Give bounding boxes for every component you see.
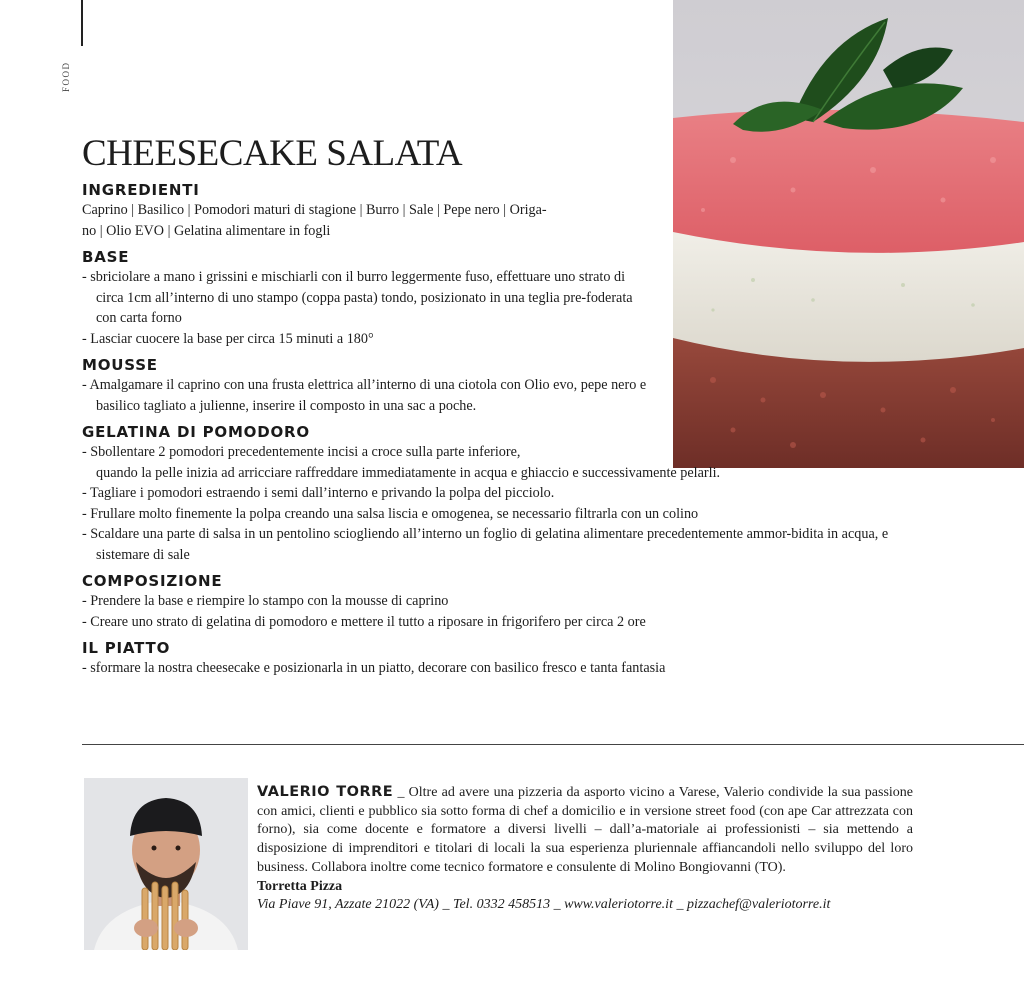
list-item: - sbriciolare a mano i grissini e mischiarli con il burro leggermente fuso, effettuare uno strato di circa 1cm all’interno di uno stampo (coppa pasta) tondo, posizionato in una teglia pre-foderata con carta forno [82, 269, 633, 326]
list-item: - Scaldare una parte di salsa in un pentolino sciogliendo all’interno un foglio di gelatina alimentare precedentemente ammor-bidita in acqua, e sistemare di sale [82, 526, 889, 563]
top-rule [81, 0, 83, 46]
mousse-heading: MOUSSE [82, 356, 158, 374]
gelatina-heading: GELATINA DI POMODORO [82, 423, 310, 441]
section-tag: FOOD [61, 61, 71, 92]
composizione-steps [82, 591, 842, 632]
list-item: - Sbollentare 2 pomodori precedentemente incisi a croce sulla parte inferiore, [82, 444, 521, 460]
author-bio-text: Oltre ad avere una pizzeria da asporto vicino a Varese, Valerio condivide la sua passione con amici, clienti e pubblico sia sotto forma di chef a domicilio e in versione street food (con ape Car attrezzata con forno), sia come docente e formatore a diversi livelli – dall’a-matoriale ai professionisti – sia mettendo a disposizione di imprenditori e titolari di locali la sua esperienza pluriennale affiancandoli nello sviluppo del loro business. Collabora inoltre come tecnico formatore e consulente di Molino Bongiovanni (TO). [257, 785, 914, 875]
business-address: Via Piave 91, Azzate 21022 (VA) _ Tel. 0332 458513 _ www.valeriotorre.it _ pizzachef@valeriotorre.it [257, 897, 831, 913]
business-name: Torretta Pizza [257, 878, 343, 894]
author-bio [257, 783, 913, 915]
list-item: - Amalgamare il caprino con una frusta elettrica all’interno di una ciotola con Olio evo, pepe nero e basilico tagliato a julienne, inserire il composto in una sac a poche. [82, 377, 647, 414]
author-portrait [84, 778, 248, 950]
recipe-body [82, 180, 932, 685]
ingredients-line: no | Olio EVO | Gelatina alimentare in fogli [82, 222, 331, 239]
gelatina-steps [82, 442, 889, 565]
author-name: VALERIO TORRE [257, 784, 394, 800]
ingredients-list [82, 200, 648, 241]
base-steps [82, 267, 648, 349]
recipe-title: CHEESECAKE SALATA [82, 133, 463, 174]
composizione-heading: COMPOSIZIONE [82, 572, 223, 590]
list-item: - Tagliare i pomodori estraendo i semi dall’interno e privando la polpa del picciolo. [82, 485, 555, 501]
ingredients-heading: INGREDIENTI [82, 181, 200, 199]
author-illustration [84, 778, 248, 950]
mousse-steps [82, 375, 648, 416]
list-item: - Lasciar cuocere la base per circa 15 minuti a 180° [82, 330, 374, 347]
piatto-heading: IL PIATTO [82, 639, 171, 657]
base-heading: BASE [82, 248, 130, 266]
author-name-separator: _ [397, 785, 405, 800]
list-item: - Frullare molto finemente la polpa creando una salsa liscia e omogenea, se necessario filtrarla con un colino [82, 505, 699, 522]
list-item: - Creare uno strato di gelatina di pomodoro e mettere il tutto a riposare in frigorifero per circa 2 ore [82, 613, 646, 630]
piatto-text: - sformare la nostra cheesecake e posizionarla in un piatto, decorare con basilico fresco e tanta fantasia [82, 660, 666, 676]
list-item: quando la pelle inizia ad arricciare raffreddare immediatamente in acqua e ghiaccio e successivamente pelarli. [96, 464, 721, 481]
section-divider [82, 744, 1024, 745]
list-item: - Prendere la base e riempire lo stampo con la mousse di caprino [82, 593, 449, 609]
ingredients-line: Caprino | Basilico | Pomodori maturi di stagione | Burro | Sale | Pepe nero | Origa- [82, 202, 547, 218]
